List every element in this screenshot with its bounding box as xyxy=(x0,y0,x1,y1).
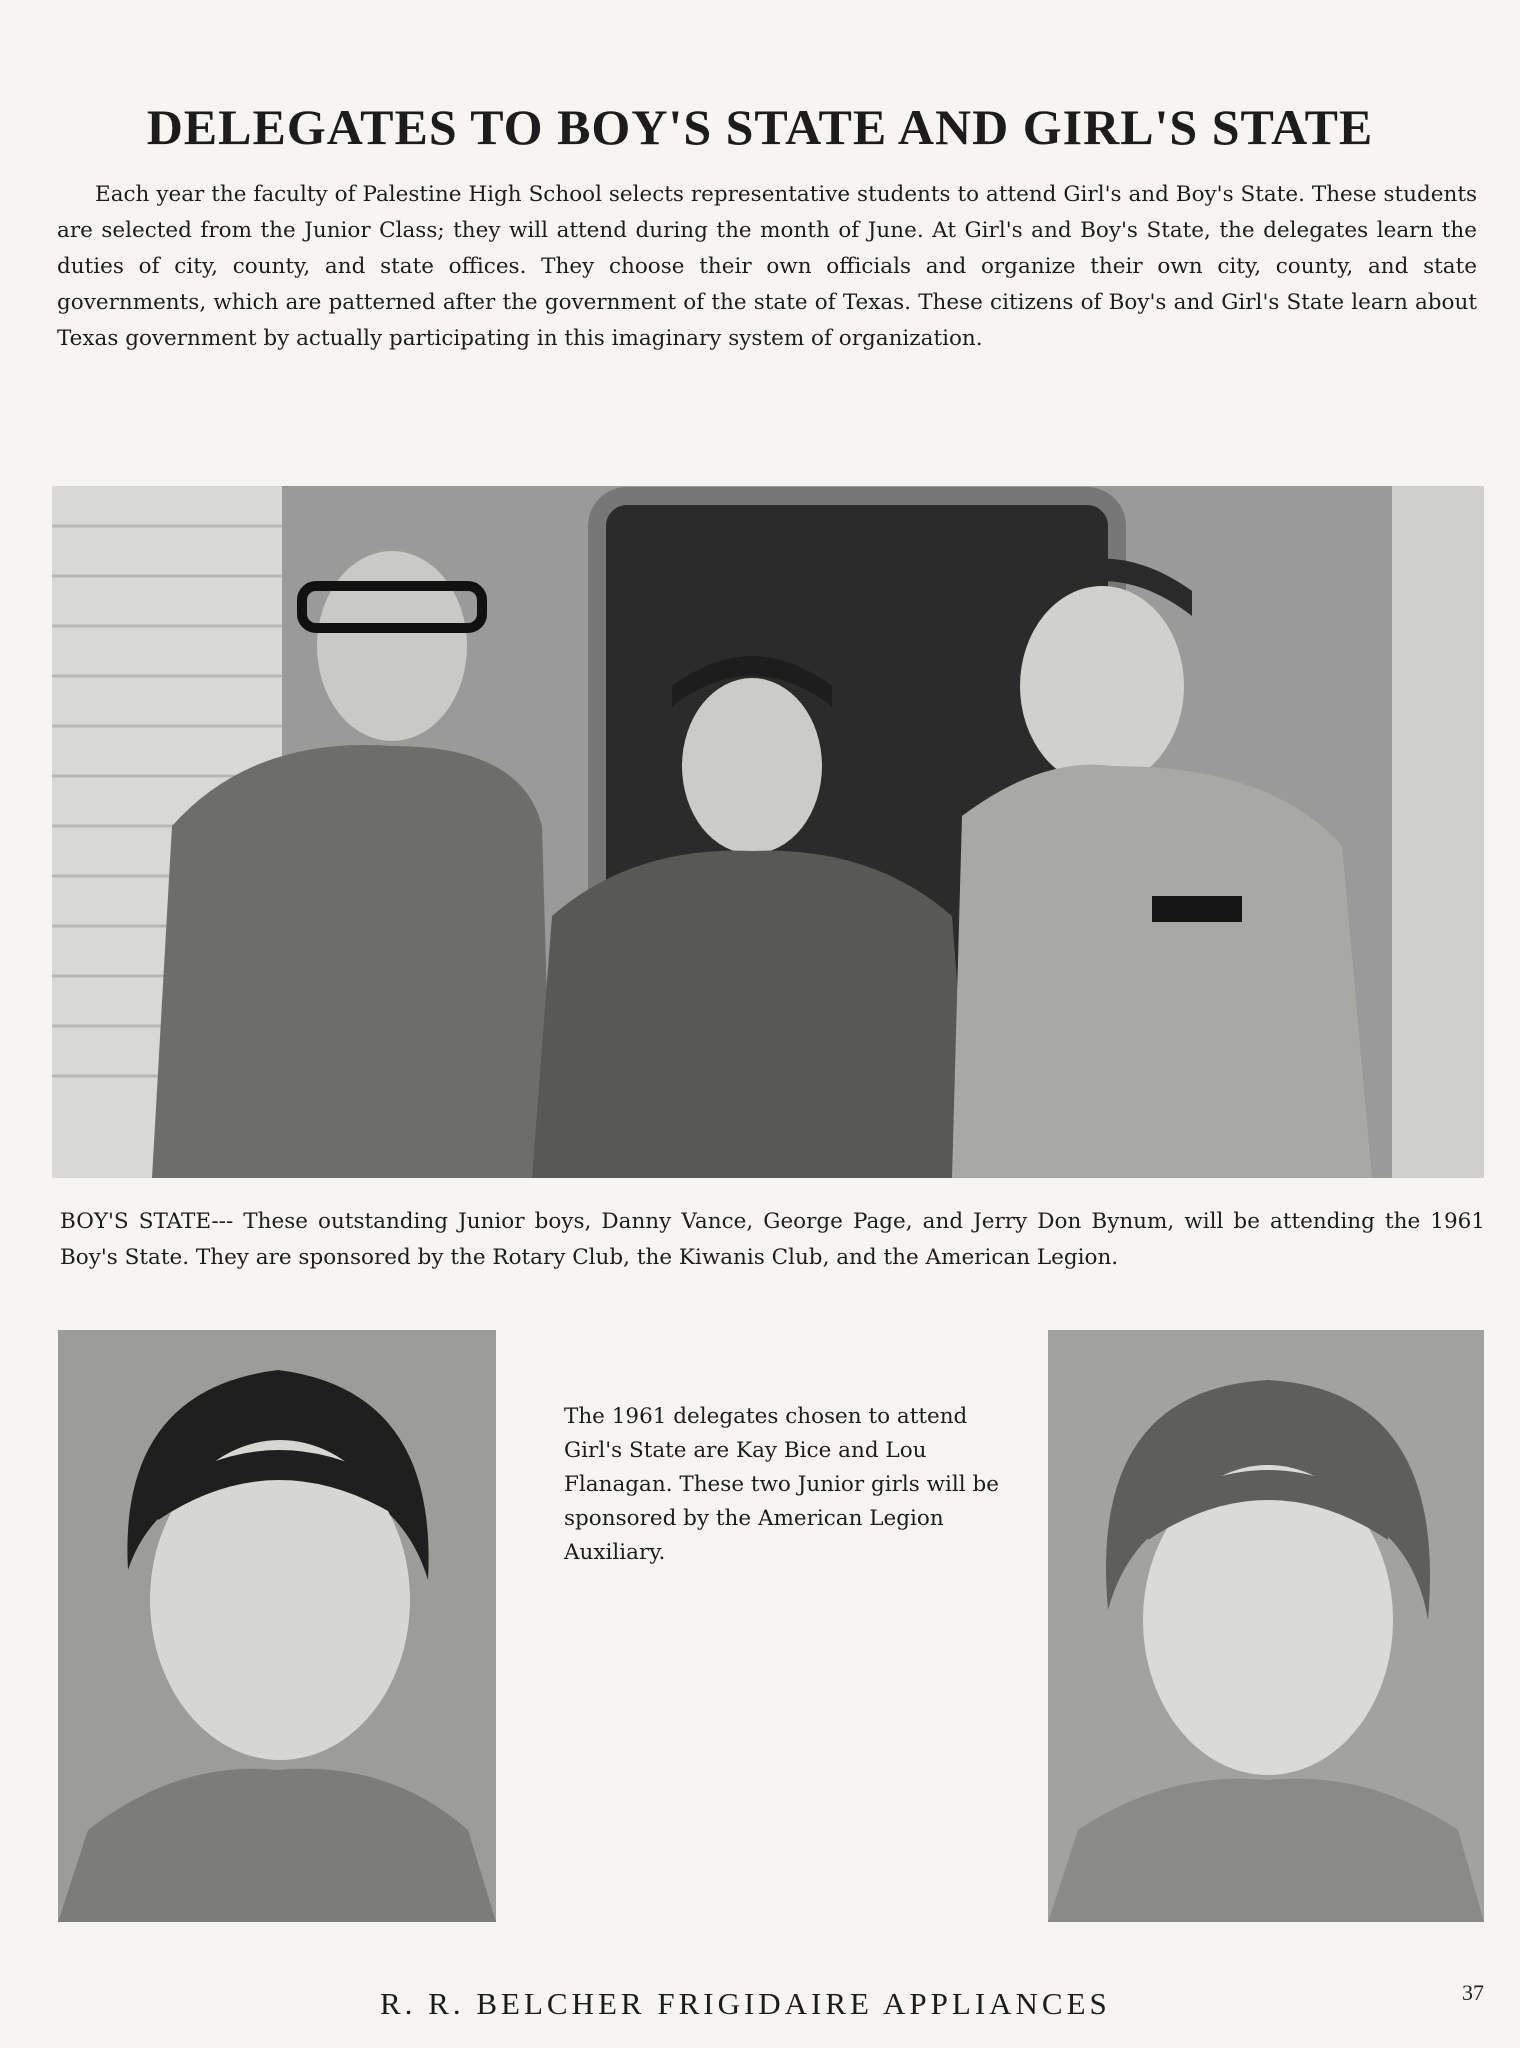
girl-portrait-left xyxy=(58,1330,496,1922)
girls-state-text: The 1961 delegates chosen to attend Girl's State are Kay Bice and Lou Flanagan. These two Junior girls will be sponsored by the American Legion Auxiliary. xyxy=(564,1404,999,1565)
girl-portrait-right xyxy=(1048,1330,1484,1922)
page-title: DELEGATES TO BOY'S STATE AND GIRL'S STATE xyxy=(146,99,1374,155)
boys-state-photo xyxy=(52,486,1484,1178)
intro-paragraph: Each year the faculty of Palestine High School selects representative students to attend Girl's and Boy's State. These students are selected from the Junior Class; they will attend during the month of June. At Girl's and Boy's State, the delegates learn the duties of city, county, and state offices. They choose their own officials and organize their own city, county, and state governments, which are patterned after the government of the state of Texas. These citizens of Boy's and Girl's State learn about Texas government by actually participating in this imaginary system of organization. xyxy=(57,182,1477,351)
page-number: 37 xyxy=(1462,1980,1484,2005)
boys-state-caption: BOY'S STATE--- These outstanding Junior boys, Danny Vance, George Page, and Jerry Don Bynum, will be attending the 1961 Boy's State. They are sponsored by the Rotary Club, the Kiwanis Club, and the American Legion. xyxy=(60,1209,1485,1270)
advertiser-footer: R. R. BELCHER FRIGIDAIRE APPLIANCES xyxy=(380,1986,1111,2021)
